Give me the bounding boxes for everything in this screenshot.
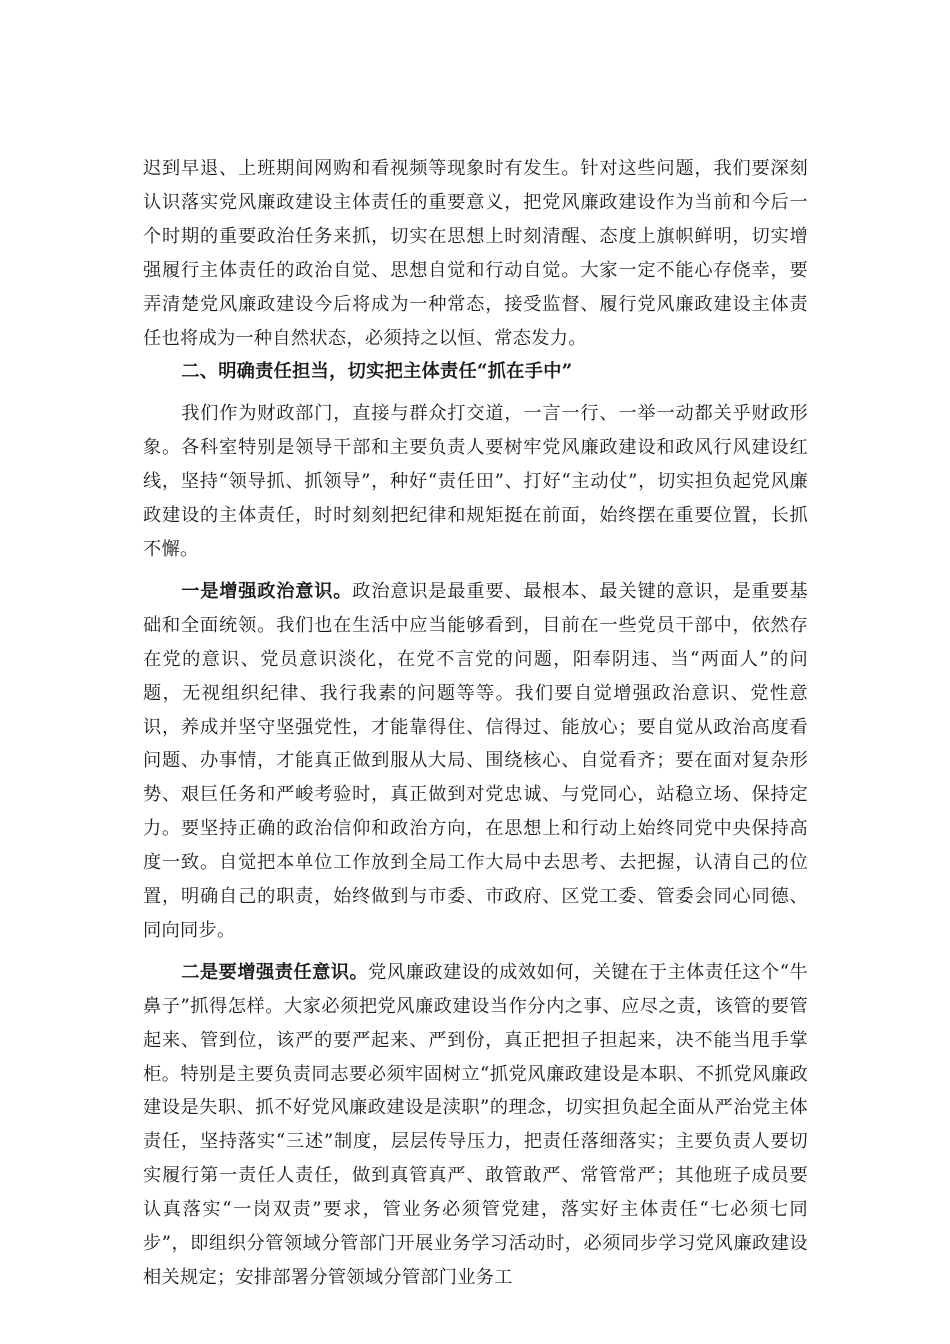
body-political-awareness: 政治意识是最重要、最根本、最关键的意识，是重要基础和全面统领。我们也在生活中应当能够看到，目前在一些党员干部中，依然存在党的意识、党员意识淡化，在党不言党的问题，阳奉阴违、当“两面人”的问题，无视组织纪律、我行我素的问题等等。我们要自觉增强政治意识、党性意识，养成并坚守坚强党性，才能靠得住、信得过、能放心；要自觉从政治高度看问题、办事情，才能真正做到服从大局、围绕核心、自觉看齐；要在面对复杂形势、艰巨任务和严峻考验时，真正做到对党忠诚、与党同心，站稳立场、保持定力。要坚持正确的政治信仰和政治方向，在思想上和行动上始终同党中央保持高度一致。自觉把本单位工作放到全局工作大局中去思考、去把握，认清自己的位置，明确自己的职责，始终做到与市委、市政府、区党工委、管委会同心同德、同向同步。 (143, 580, 809, 941)
lead-responsibility-awareness: 二是要增强责任意识。 (181, 961, 369, 983)
document-page (143, 152, 808, 1295)
paragraph-political-awareness (143, 575, 808, 948)
section-heading-2: 二、明确责任担当，切实把主体责任“抓在手中” (181, 361, 573, 383)
paragraph-responsibility-awareness (143, 956, 808, 1295)
paragraph-finance-department: 我们作为财政部门，直接与群众打交道，一言一行、一举一动都关乎财政形象。各科室特别是领导干部和主要负责人要树牢党风廉政建设和政风行风建设红线，坚持“领导抓、抓领导”，种好“责任田”、打好“主动仗”，切实担负起党风廉政建设的主体责任，时时刻刻把纪律和规矩挺在前面，始终摆在重要位置，长抓不懈。 (143, 403, 808, 560)
body-responsibility-awareness: 党风廉政建设的成效如何，关键在于主体责任这个“牛鼻子”抓得怎样。大家必须把党风廉政建设当作分内之事、应尽之责，该管的要管起来、管到位，该严的要严起来、严到份，真正把担子担起来，决不能当甩手掌柜。特别是主要负责同志要必须牢固树立“抓党风廉政建设是本职、不抓党风廉政建设是失职、抓不好党风廉政建设是渎职”的理念，切实担负起全面从严治党主体责任，坚持落实“三述”制度，层层传导压力，把责任落细落实；主要负责人要切实履行第一责任人责任，做到真管真严、敢管敢严、常管常严；其他班子成员要认真落实“一岗双责”要求，管业务必须管党建，落实好主体责任“七必须七同步”，即组织分管领域分管部门开展业务学习活动时，必须同步学习党风廉政建设相关规定；安排部署分管领域分管部门业务工 (143, 961, 808, 1288)
paragraph-continuation: 迟到早退、上班期间网购和看视频等现象时有发生。针对这些问题，我们要深刻认识落实党风廉政建设主体责任的重要意义，把党风廉政建设作为当前和今后一个时期的重要政治任务来抓，切实在思想上时刻清醒、态度上旗帜鲜明，切实增强履行主体责任的政治自觉、思想自觉和行动自觉。大家一定不能心存侥幸，要弄清楚党风廉政建设今后将成为一种常态，接受监督、履行党风廉政建设主体责任也将成为一种自然状态，必须持之以恒、常态发力。 (143, 158, 808, 349)
lead-political-awareness: 一是增强政治意识。 (181, 580, 353, 602)
